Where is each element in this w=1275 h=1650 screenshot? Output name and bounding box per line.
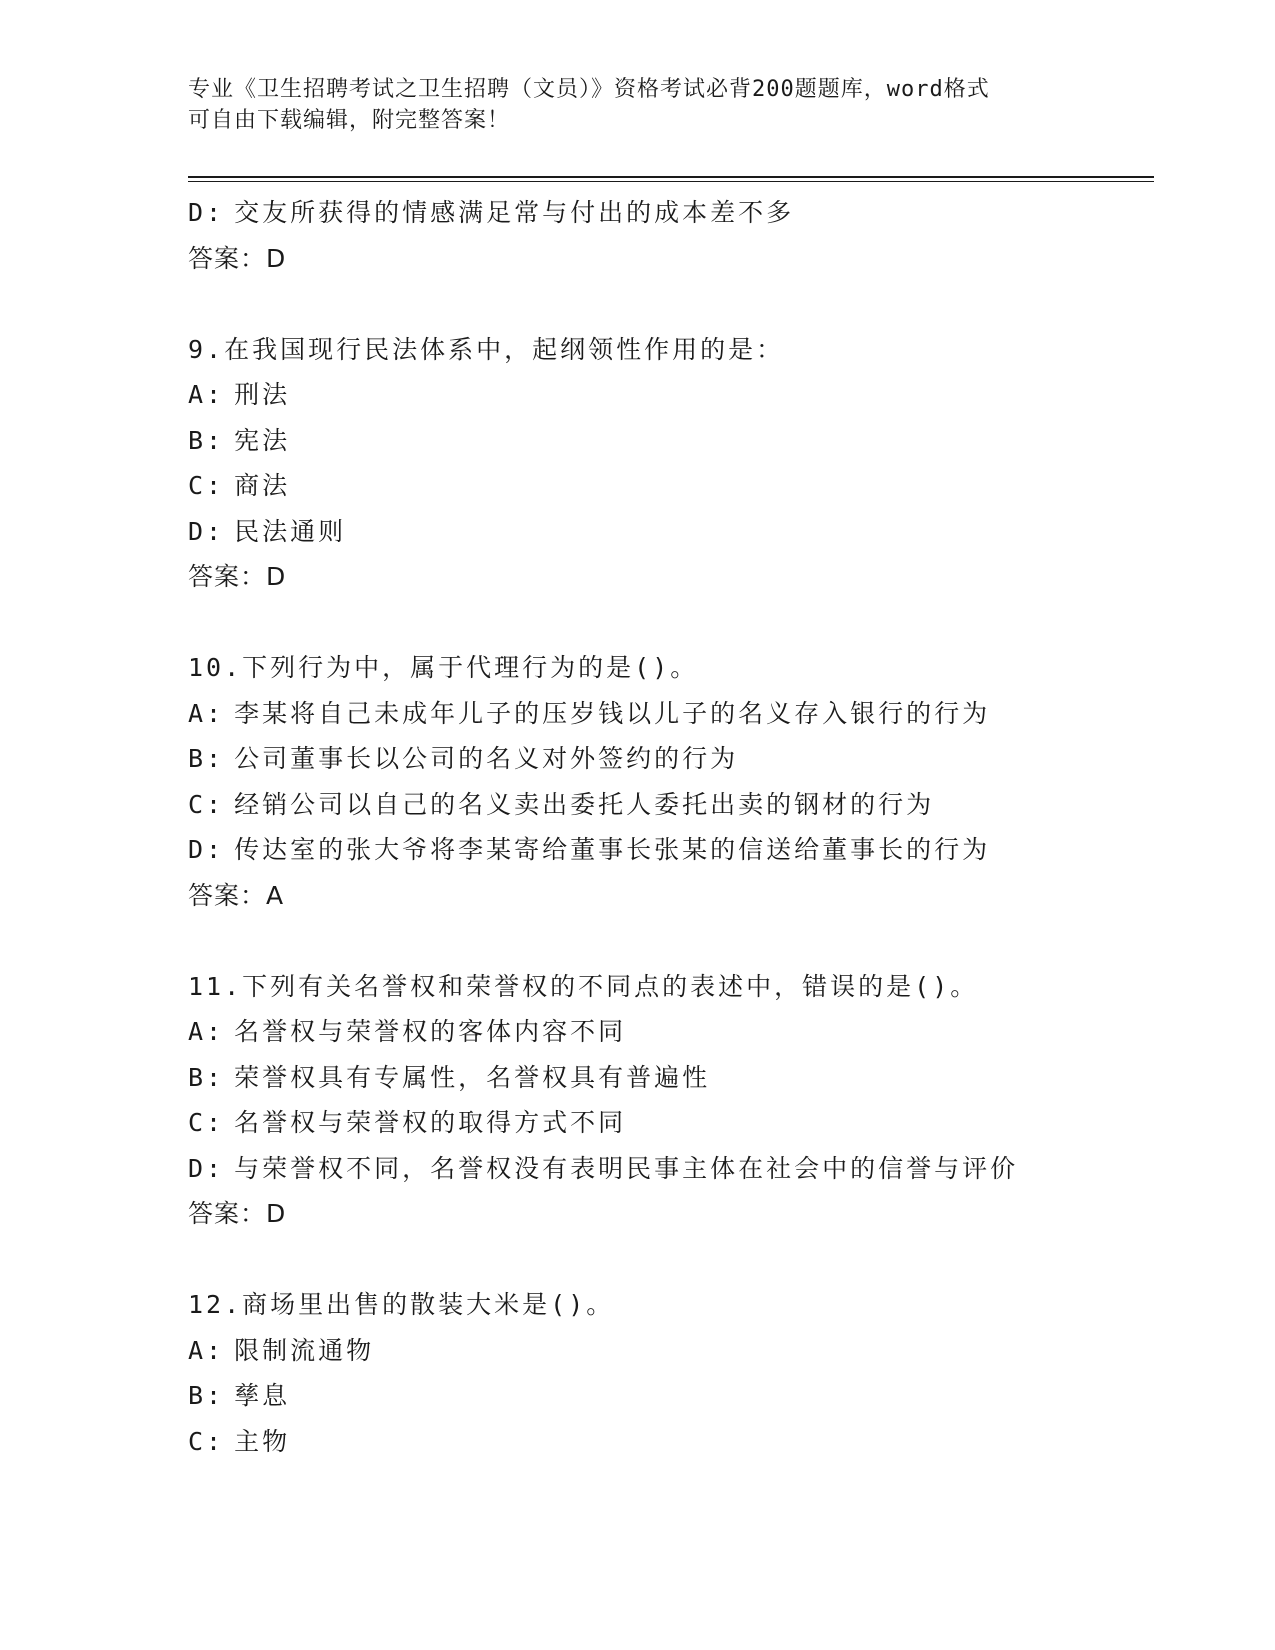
option-label: D: xyxy=(188,198,225,227)
header-line-2: 可自由下载编辑，附完整答案！ xyxy=(188,108,511,133)
option-label: B: xyxy=(188,425,225,455)
option-label: C: xyxy=(188,789,225,819)
question-block xyxy=(188,1282,1148,1464)
option-row xyxy=(188,190,1148,236)
option-label: B: xyxy=(188,744,225,773)
option-text: 与荣誉权不同，名誉权没有表明民事主体在社会中的信誉与评价 xyxy=(234,1153,1019,1183)
header-divider-thin xyxy=(188,181,1154,182)
option-text: 宪法 xyxy=(234,425,291,455)
spacer xyxy=(188,281,1148,327)
option-label: B: xyxy=(188,1381,225,1410)
option-row xyxy=(188,1328,1148,1374)
option-label: C: xyxy=(188,471,225,500)
option-text: 公司董事长以公司的名义对外签约的行为 xyxy=(234,744,739,773)
answer-line: 答案：D xyxy=(188,243,287,273)
option-row xyxy=(188,736,1148,782)
question-block xyxy=(188,645,1148,918)
option-text: 传达室的张大爷将李某寄给董事长张某的信送给董事长的行为 xyxy=(234,835,991,864)
option-row xyxy=(188,1009,1148,1055)
option-label: A: xyxy=(188,1335,225,1365)
option-row xyxy=(188,827,1148,873)
answer-line: 答案：D xyxy=(188,562,287,591)
option-text: 孳息 xyxy=(234,1381,291,1410)
option-text: 民法通则 xyxy=(234,516,347,546)
option-row xyxy=(188,782,1148,828)
option-row xyxy=(188,509,1148,555)
question-block xyxy=(188,327,1148,600)
option-text: 交友所获得的情感满足常与付出的成本差不多 xyxy=(234,198,795,227)
question-stem: 11.下列有关名誉权和荣誉权的不同点的表述中，错误的是()。 xyxy=(188,971,979,1001)
option-label: D: xyxy=(188,835,225,864)
option-row xyxy=(188,463,1148,509)
option-text: 名誉权与荣誉权的取得方式不同 xyxy=(234,1108,627,1137)
option-label: A: xyxy=(188,1017,225,1046)
option-text: 名誉权与荣誉权的客体内容不同 xyxy=(234,1017,627,1046)
option-text: 主物 xyxy=(234,1426,291,1456)
spacer xyxy=(188,600,1148,646)
option-text: 刑法 xyxy=(234,380,291,409)
option-text: 限制流通物 xyxy=(234,1335,375,1365)
option-label: D: xyxy=(188,1153,225,1183)
spacer xyxy=(188,1237,1148,1283)
option-text: 荣誉权具有专属性，名誉权具有普遍性 xyxy=(234,1062,711,1092)
question-stem: 12.商场里出售的散装大米是()。 xyxy=(188,1290,615,1319)
question-stem: 10.下列行为中，属于代理行为的是()。 xyxy=(188,653,699,682)
option-row xyxy=(188,1146,1148,1192)
question-list xyxy=(188,190,1148,1464)
option-row xyxy=(188,418,1148,464)
option-text: 李某将自己未成年儿子的压岁钱以儿子的名义存入银行的行为 xyxy=(234,698,991,728)
answer-line: 答案：D xyxy=(188,1199,287,1228)
option-row xyxy=(188,1055,1148,1101)
option-label: A: xyxy=(188,698,225,728)
option-text: 商法 xyxy=(234,471,291,500)
option-row xyxy=(188,372,1148,418)
header-divider-thick xyxy=(188,176,1154,178)
document-header xyxy=(188,74,1088,136)
question-block xyxy=(188,964,1148,1237)
option-row xyxy=(188,1419,1148,1465)
option-text: 经销公司以自己的名义卖出委托人委托出卖的钢材的行为 xyxy=(234,789,935,819)
option-label: A: xyxy=(188,380,225,409)
option-label: B: xyxy=(188,1062,225,1092)
option-row xyxy=(188,1373,1148,1419)
header-line-1: 专业《卫生招聘考试之卫生招聘（文员）》资格考试必背200题题库，word格式 xyxy=(188,77,990,102)
spacer xyxy=(188,918,1148,964)
option-row xyxy=(188,1100,1148,1146)
option-row xyxy=(188,691,1148,737)
answer-line: 答案：A xyxy=(188,880,285,910)
option-label: D: xyxy=(188,516,225,546)
option-label: C: xyxy=(188,1426,225,1456)
question-stem: 9.在我国现行民法体系中，起纲领性作用的是： xyxy=(188,334,785,364)
option-label: C: xyxy=(188,1108,225,1137)
